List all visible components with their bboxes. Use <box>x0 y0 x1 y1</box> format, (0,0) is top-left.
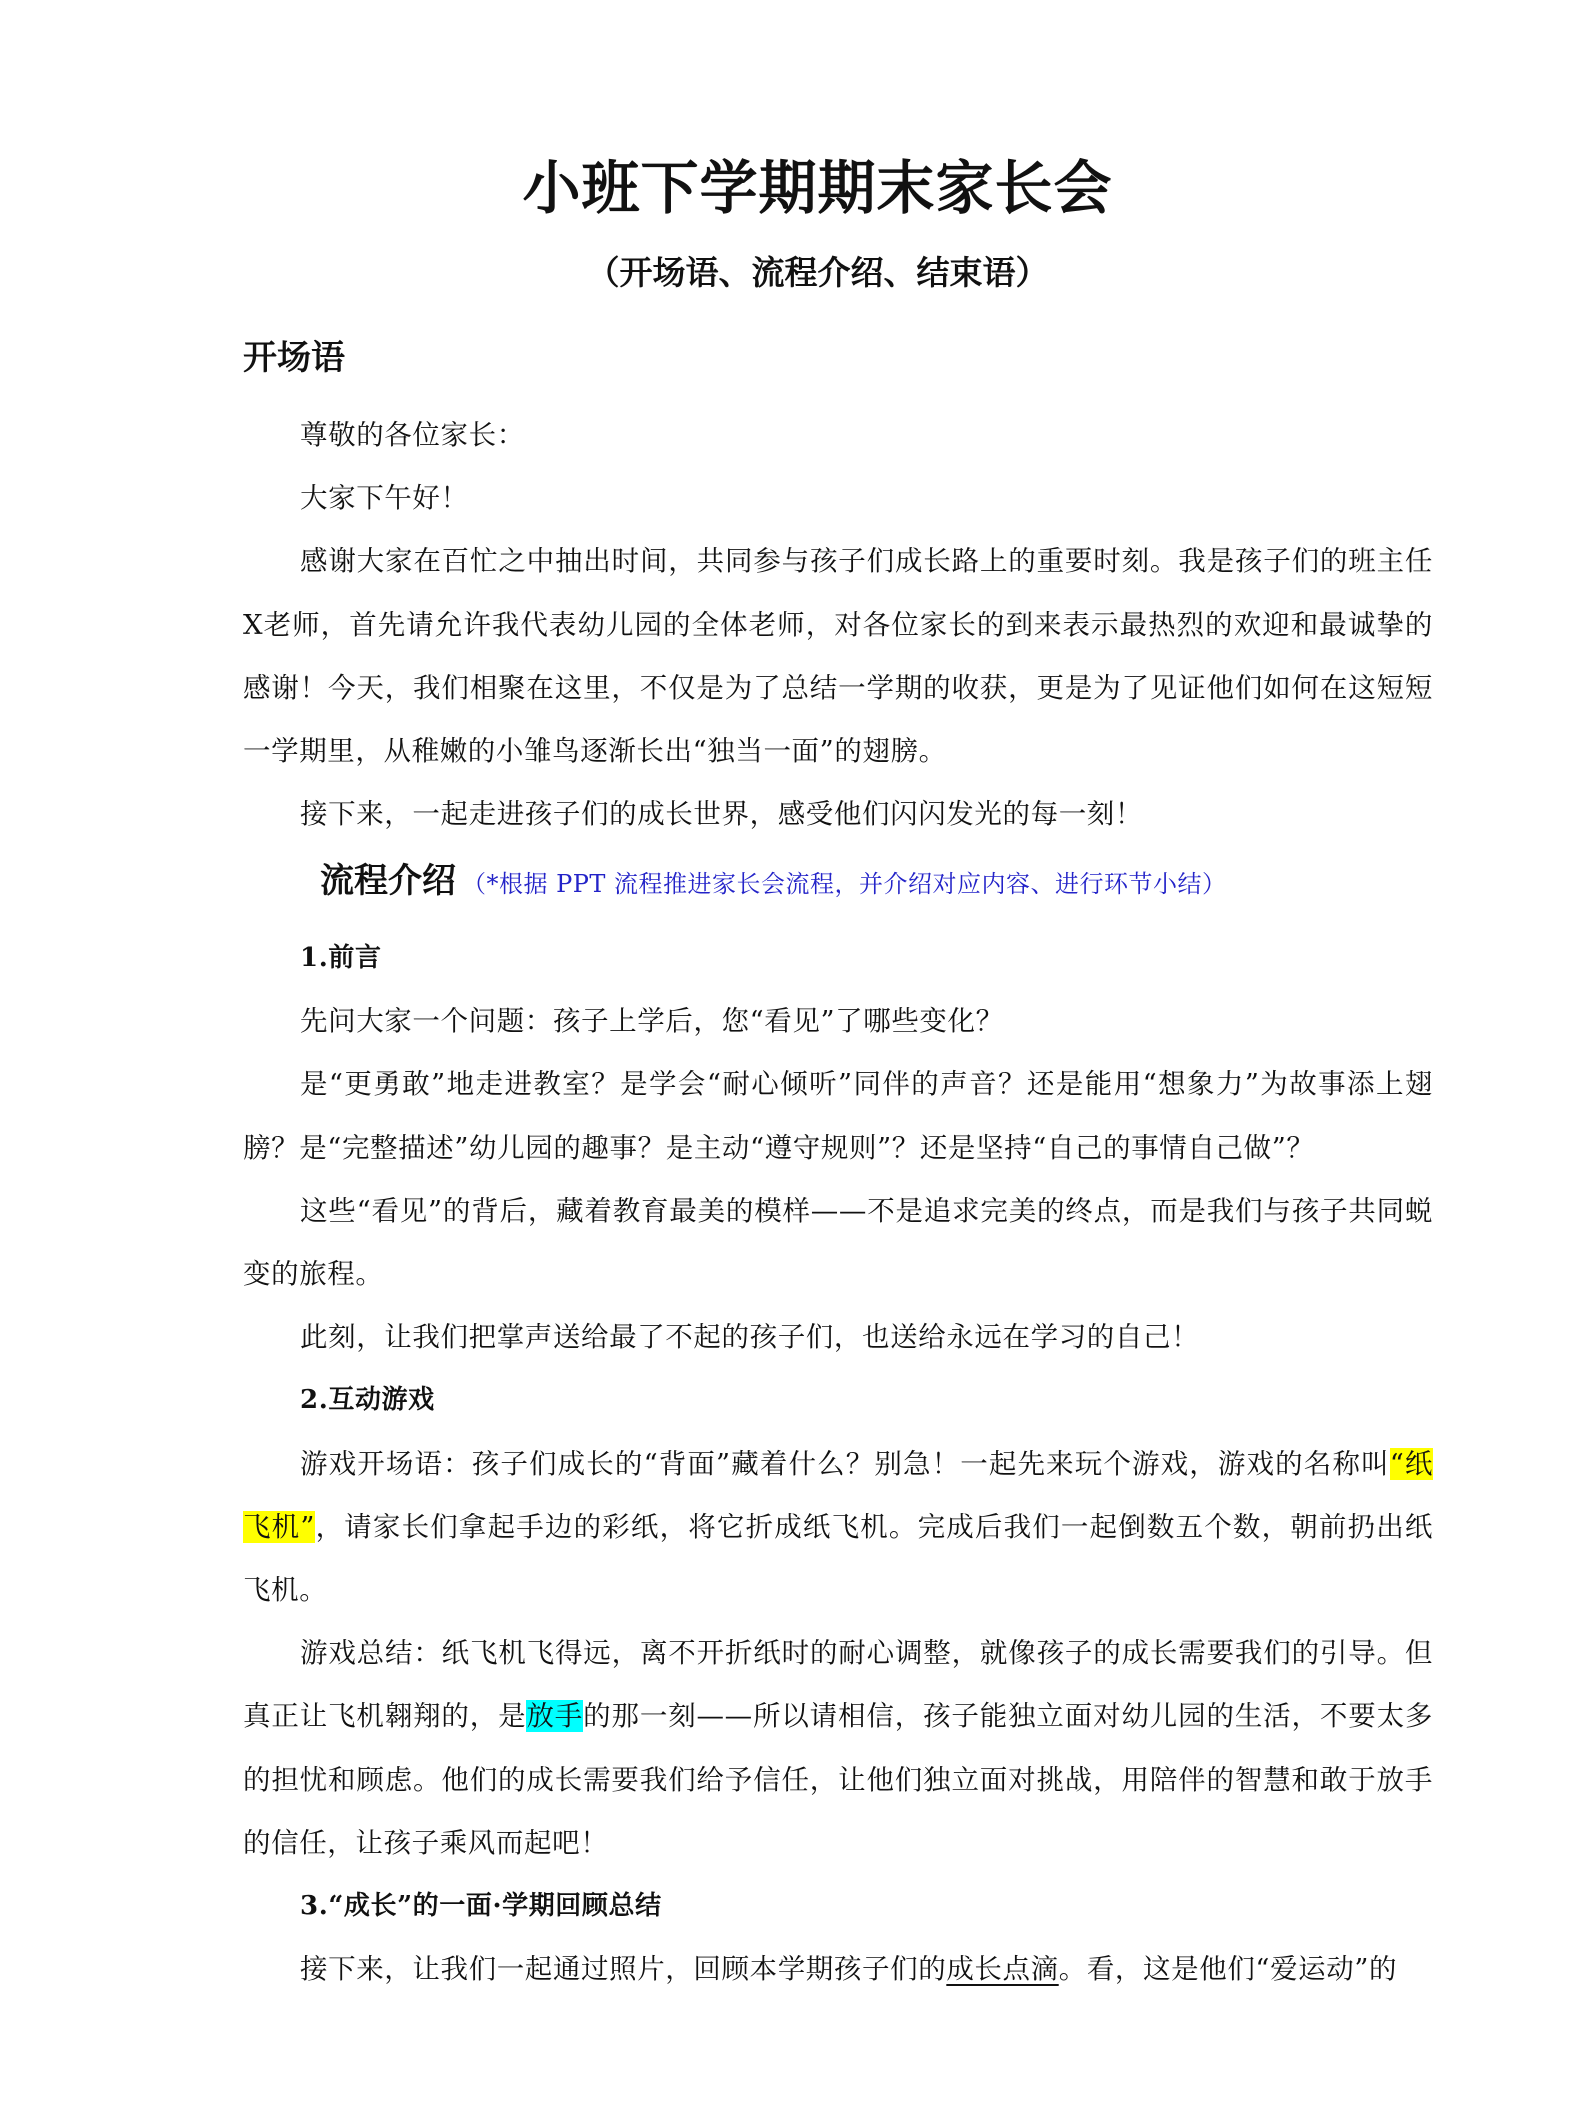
opening-heading: 开场语 <box>243 338 345 378</box>
preface-paragraph: 是“更勇敢”地走进教室？是学会“耐心倾听”同伴的声音？还是能用“想象力”为故事添上翅膀？是“完整描述”幼儿园的趣事？是主动“遵守规则”？还是坚持“自己的事情自己做”？ <box>243 1068 1433 1164</box>
game-intro-text: 游戏开场语：孩子们成长的“背面”藏着什么？别急！一起先来玩个游戏，游戏的名称叫 <box>300 1447 1390 1480</box>
document-title: 小班下学期期末家长会 <box>522 154 1113 222</box>
salutation-line: 大家下午好！ <box>300 482 469 515</box>
process-heading: 流程介绍 <box>320 861 456 901</box>
section-heading-review: 3.“成长”的一面·学期回顾总结 <box>300 1891 662 1922</box>
game-intro-text-rest: ，请家长们拿起手边的彩纸，将它折成纸飞机。完成后我们一起倒数五个数，朝前扔出纸飞机。 <box>243 1510 1433 1607</box>
section-heading-preface: 1.前言 <box>300 943 382 973</box>
preface-paragraph: 这些“看见”的背后，藏着教育最美的模样——不是追求完美的终点，而是我们与孩子共同蜕变的旅程。 <box>243 1194 1433 1291</box>
opening-section <box>243 404 1433 846</box>
greeting-line: 尊敬的各位家长： <box>300 419 525 451</box>
game-intro-paragraph <box>243 1433 1433 1623</box>
opening-paragraph: 感谢大家在百忙之中抽出时间，共同参与孩子们成长路上的重要时刻。我是孩子们的班主任X老师，首先请允许我代表幼儿园的全体老师，对各位家长的到来表示最热烈的欢迎和最诚挚的感谢！今天，我们相聚在这里，不仅是为了总结一学期的收获，更是为了见证他们如何在这短短一学期里，从稚嫩的小雏鸟逐渐长出“独当一面”的翅膀。 <box>243 545 1433 768</box>
game-summary-text: 游戏总结：纸飞机飞得远，离不开折纸时的耐心调整，就像孩子的成长需要我们的引导。但真正让飞机翱翔的，是 <box>243 1637 1433 1733</box>
game-summary-text-rest: 的那一刻——所以请相信，孩子能独立面对幼儿园的生活，不要太多的担忧和顾虑。他们的成长需要我们给予信任，让他们独立面对挑战，用陪伴的智慧和敢于放手的信任，让孩子乘风而起吧！ <box>243 1700 1434 1859</box>
document-subtitle: （开场语、流程介绍、结束语） <box>586 253 1049 292</box>
review-text: 接下来，让我们一起通过照片，回顾本学期孩子们的 <box>300 1953 947 1986</box>
preface-paragraph: 先问大家一个问题：孩子上学后，您“看见”了哪些变化？ <box>300 1005 1004 1038</box>
highlight-paper-plane: “纸飞机” <box>243 1447 1433 1543</box>
section-heading-game: 2.互动游戏 <box>300 1385 435 1416</box>
process-note: （*根据 PPT 流程推进家长会流程，并介绍对应内容、进行环节小结） <box>462 870 1227 898</box>
highlight-let-go: 放手 <box>526 1700 584 1733</box>
review-text-rest: 。看，这是他们“爱运动”的 <box>1058 1953 1398 1986</box>
game-summary-paragraph <box>243 1622 1433 1875</box>
underlined-growth-moments: 成长点滴 <box>946 1953 1059 1986</box>
process-section <box>243 927 1433 2001</box>
preface-paragraph: 此刻，让我们把掌声送给最了不起的孩子们，也送给永远在学习的自己！ <box>300 1321 1200 1354</box>
review-paragraph <box>243 1938 1433 2001</box>
opening-closing-line: 接下来，一起走进孩子们的成长世界，感受他们闪闪发光的每一刻！ <box>300 798 1143 831</box>
process-heading-row <box>320 858 1227 907</box>
